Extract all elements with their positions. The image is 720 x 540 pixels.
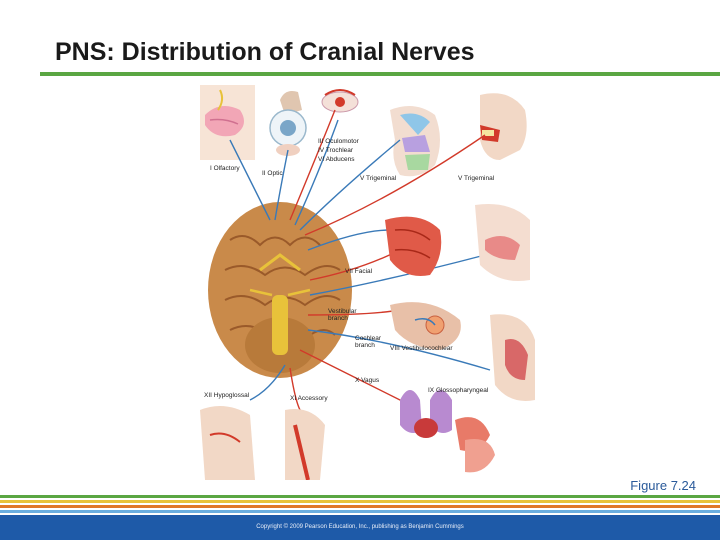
copyright-text: Copyright © 2009 Pearson Education, Inc., publishing as Benjamin Cummings [256, 524, 464, 530]
label-trochlear: IV Trochlear [318, 147, 354, 154]
head-trigeminal-illustration [480, 93, 527, 160]
nose-illustration [200, 85, 255, 160]
eye-illustration [270, 91, 306, 156]
organs-illustration [400, 390, 495, 472]
footer-stripe-yellow [0, 500, 720, 503]
footer-stripe-orange [0, 505, 720, 508]
footer-stripe-green [0, 495, 720, 498]
label-hypoglossal: XII Hypoglossal [204, 392, 250, 399]
label-vestibular-branch: Vestibular branch [328, 308, 357, 322]
neck-illustration [200, 406, 325, 480]
label-oculomotor: III Oculomotor [318, 138, 359, 145]
label-trigeminal-left: V Trigeminal [360, 175, 397, 182]
label-facial: VII Facial [345, 268, 373, 275]
eye-muscles-illustration [322, 90, 358, 112]
cranial-nerves-illustration [190, 80, 540, 480]
mouth-cross-section-illustration [475, 204, 530, 281]
brain-illustration [208, 202, 352, 378]
throat-cross-section-illustration [490, 314, 535, 401]
title-underline [40, 72, 720, 76]
label-trigeminal-right: V Trigeminal [458, 175, 495, 182]
ear-illustration [390, 302, 461, 350]
figure-caption: Figure 7.24 [630, 478, 696, 493]
label-vagus: X Vagus [355, 377, 380, 384]
label-olfactory: I Olfactory [210, 165, 240, 172]
footer-bar [0, 515, 720, 540]
face-trigeminal-illustration [390, 106, 440, 176]
label-glossopharyngeal: IX Glossopharyngeal [428, 387, 489, 394]
slide-title: PNS: Distribution of Cranial Nerves [55, 38, 475, 66]
label-cochlear-branch: Cochlear branch [355, 335, 382, 349]
cranial-nerves-figure [190, 80, 540, 480]
label-abducens: VI Abducens [318, 156, 355, 163]
face-muscles-illustration [385, 217, 441, 276]
footer-stripe-lightblue [0, 510, 720, 513]
label-accessory: XI Accessory [290, 395, 328, 402]
label-optic: II Optic [262, 170, 283, 177]
label-vestibulocochlear: VIII Vestibulocochlear [390, 345, 453, 352]
